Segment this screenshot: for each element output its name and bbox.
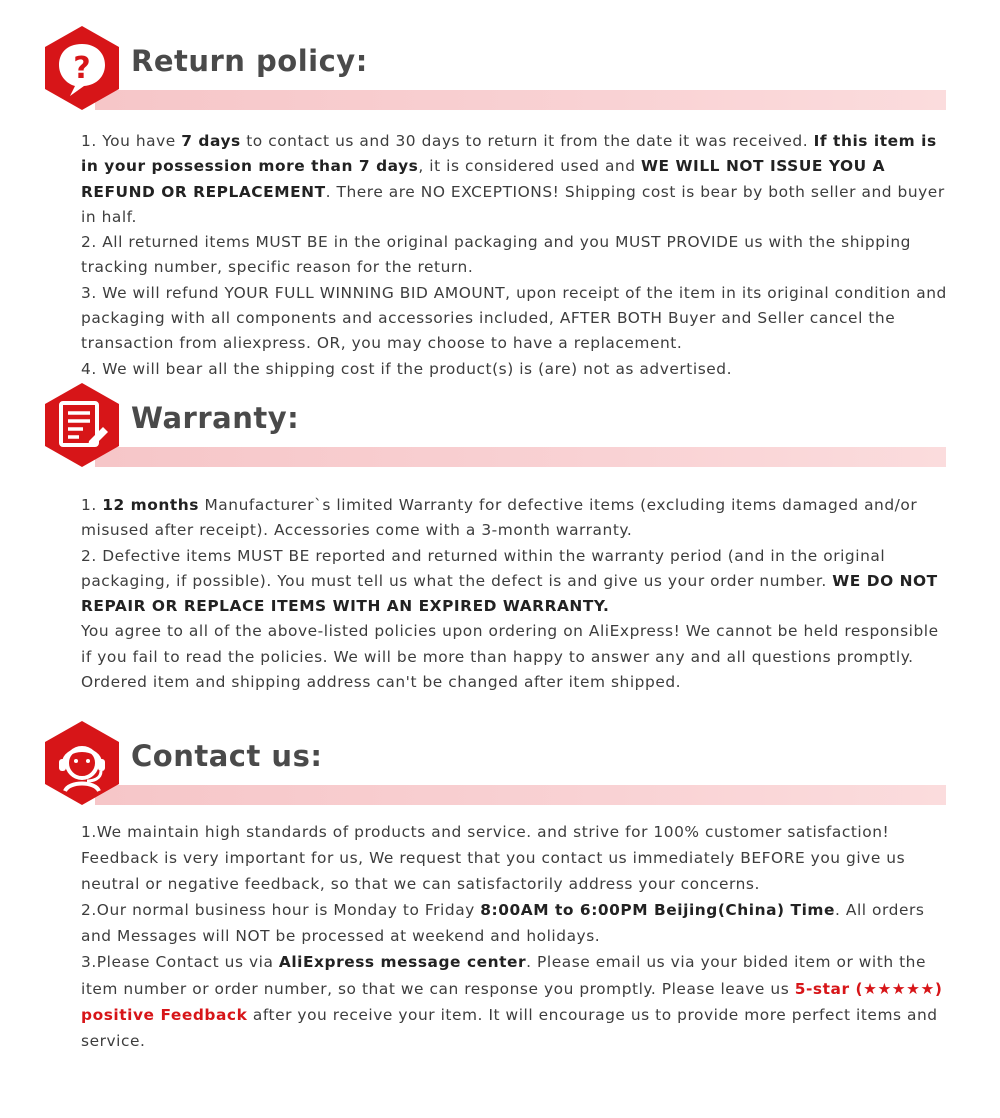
return-policy-text	[81, 129, 951, 382]
warranty-item-1: 1. 12 months Manufacturer`s limited Warranty for defective items (excluding items damaged and/or misused after receipt). Accessories come with a 3-month warranty.	[81, 496, 918, 540]
contact-item-3: 3.Please Contact us via AliExpress message center. Please email us via your bided item or with the item number or order number, so that we can response you promptly. Please leave us 5-star (★★★★★) positive Feedback after you receive your item. It will encourage us to provide more perfect items and service.	[81, 953, 943, 1050]
title-band	[95, 785, 946, 805]
policy-item-2: 2. All returned items MUST BE in the original packaging and you MUST PROVIDE us with the shipping tracking number, specific reason for the return.	[81, 233, 911, 277]
five-star-feedback: 5-star (★★★★★) positive Feedback	[81, 979, 943, 1024]
warranty-text	[81, 493, 951, 695]
contact-item-2: 2.Our normal business hour is Monday to Friday 8:00AM to 6:00PM Beijing(China) Time. All orders and Messages will NOT be processed at weekend and holidays.	[81, 901, 925, 946]
section-title: Return policy:	[131, 44, 368, 78]
policy-item-1: 1. You have 7 days to contact us and 30 days to return it from the date it was received. If this item is in your possession more than 7 days, it is considered used and WE WILL NOT ISSUE YOU A REFUND OR REPLACEMENT. There are NO EXCEPTIONS! Shipping cost is bear by both seller and buyer in half.	[81, 132, 945, 226]
policy-item-3: 3. We will refund YOUR FULL WINNING BID AMOUNT, upon receipt of the item in its original condition and packaging with all components and accessories included, AFTER BOTH Buyer and Seller cancel the transaction from aliexpress. OR, you may choose to have a replacement.	[81, 283, 947, 353]
contact-text	[81, 819, 951, 1054]
title-band	[95, 447, 946, 467]
section-title: Warranty:	[131, 401, 300, 435]
warranty-agreement: You agree to all of the above-listed policies upon ordering on AliExpress! We cannot be held responsible if you fail to read the policies. We will be more than happy to answer any and all questions promptly. Ordered item and shipping address can't be changed after item shipped.	[81, 622, 939, 692]
section-title: Contact us:	[131, 739, 323, 773]
contact-item-1: 1.We maintain high standards of products and service. and strive for 100% customer satisfaction! Feedback is very important for us, We request that you contact us immediately BEFORE you give us neutral or negative feedback, so that we can satisfactorily address your concerns.	[81, 823, 906, 894]
svg-text:?: ?	[73, 51, 91, 86]
warranty-item-2: 2. Defective items MUST BE reported and returned within the warranty period (and in the original packaging, if possible). You must tell us what the defect is and give us your order number. WE DO NOT REPAIR OR REPLACE ITEMS WITH AN EXPIRED WARRANTY.	[81, 546, 938, 616]
policy-item-4: 4. We will bear all the shipping cost if the product(s) is (are) not as advertised.	[81, 359, 733, 378]
title-band	[95, 90, 946, 110]
